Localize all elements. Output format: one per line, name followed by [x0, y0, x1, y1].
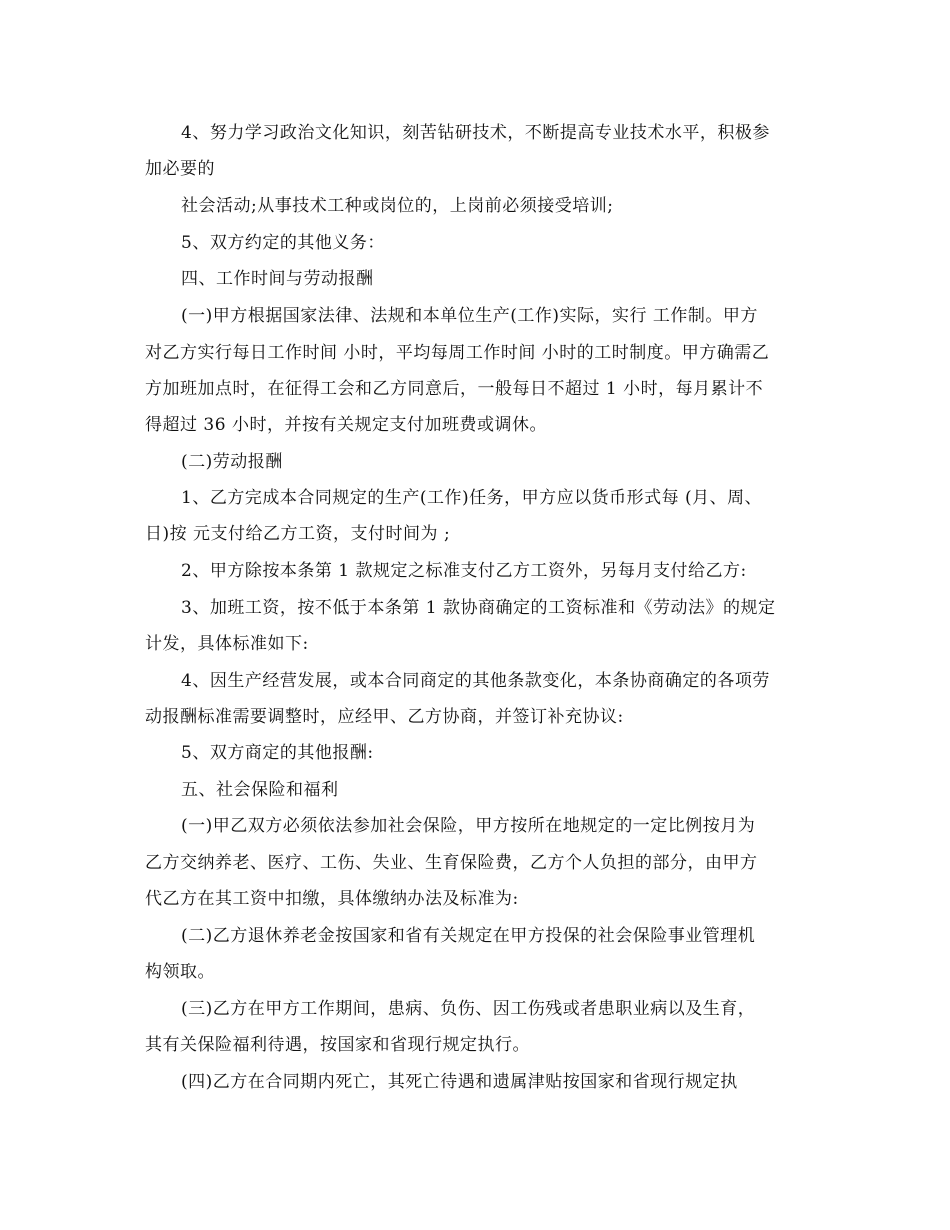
- text-line: 加必要的: [145, 159, 215, 179]
- text-line: 4、因生产经营发展，或本合同商定的其他条款变化，本条协商确定的各项劳: [181, 671, 770, 691]
- text-line: 计发，具体标准如下:: [145, 634, 309, 654]
- text-line: 4、努力学习政治文化知识，刻苦钻研技术，不断提高专业技术水平，积极参: [181, 123, 770, 143]
- section-heading: 五、社会保险和福利: [181, 780, 339, 800]
- text-line: 1、乙方完成本合同规定的生产(工作)任务，甲方应以货币形式每 (月、周、: [181, 488, 763, 508]
- text-line: 对乙方实行每日工作时间 小时，平均每周工作时间 小时的工时制度。甲方确需乙: [145, 343, 770, 363]
- text-line: 3、加班工资，按不低于本条第 1 款协商确定的工资标准和《劳动法》的规定: [181, 598, 776, 618]
- text-line: 乙方交纳养老、医疗、工伤、失业、生育保险费，乙方个人负担的部分，由甲方: [145, 853, 758, 873]
- text-line: (一)甲方根据国家法律、法规和本单位生产(工作)实际，实行 工作制。甲方: [181, 306, 758, 326]
- text-line: 构领取。: [145, 962, 215, 982]
- text-line: 社会活动;从事技术工种或岗位的，上岗前必须接受培训;: [181, 196, 614, 216]
- text-line: 日)按 元支付给乙方工资，支付时间为 ;: [145, 524, 451, 544]
- text-line: (二)乙方退休养老金按国家和省有关规定在甲方投保的社会保险事业管理机: [181, 926, 756, 946]
- text-line: 代乙方在其工资中扣缴，具体缴纳办法及标准为:: [145, 889, 519, 909]
- text-line: (四)乙方在合同期内死亡，其死亡待遇和遗属津贴按国家和省现行规定执: [181, 1072, 738, 1092]
- text-line: 5、双方约定的其他义务：: [181, 233, 385, 253]
- text-line: 其有关保险福利待遇，按国家和省现行规定执行。: [145, 1035, 530, 1055]
- text-line: 得超过 36 小时，并按有关规定支付加班费或调休。: [145, 415, 547, 435]
- text-line: 方加班加点时，在征得工会和乙方同意后，一般每日不超过 1 小时，每月累计不: [145, 379, 764, 399]
- subsection-heading: (二)劳动报酬: [181, 452, 283, 472]
- section-heading: 四、工作时间与劳动报酬: [181, 269, 374, 289]
- text-line: (一)甲乙双方必须依法参加社会保险，甲方按所在地规定的一定比例按月为: [181, 816, 756, 836]
- text-line: 2、甲方除按本条第 1 款规定之标准支付乙方工资外，另每月支付给乙方:: [181, 561, 747, 581]
- text-line: (三)乙方在甲方工作期间，患病、负伤、因工伤残或者患职业病以及生育，: [181, 999, 756, 1019]
- text-line: 5、双方商定的其他报酬:: [181, 743, 374, 763]
- text-line: 动报酬标准需要调整时，应经甲、乙方协商，并签订补充协议:: [145, 707, 624, 727]
